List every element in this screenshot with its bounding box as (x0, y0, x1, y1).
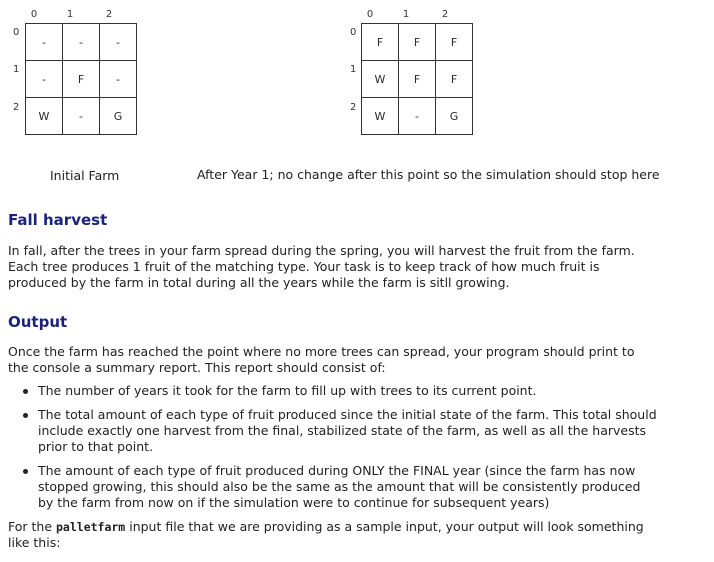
grid-cell: - (100, 61, 137, 98)
after-year-1-grid (361, 23, 473, 135)
grid-cell: F (436, 24, 473, 61)
list-item: The total amount of each type of fruit produced since the initial state of the farm. This total should include exactly one harvest from the final, stabilized state of the farm, as well as all the harvests prior to that point. (8, 407, 658, 455)
output-intro: Once the farm has reached the point where no more trees can spread, your program should print to the console a summary report. This report should consist of: (8, 344, 635, 375)
grid-cell: F (362, 24, 399, 61)
grid-cell: - (63, 98, 100, 135)
row-label: 2 (350, 102, 357, 113)
grid-cell: - (63, 24, 100, 61)
grid-cell: W (362, 98, 399, 135)
grid-cell: F (399, 61, 436, 98)
output-closing (8, 519, 658, 551)
initial-farm-caption: Initial Farm (50, 168, 120, 183)
closing-text-before: For the (8, 519, 56, 534)
closing-text-after: input file that we are providing as a sample input, your output will look something like this: (8, 519, 644, 550)
list-item: The amount of each type of fruit produced during ONLY the FINAL year (since the farm has now stopped growing, this should also be the same as the amount that will be consistently produced by the farm from now on if the simulation were to continue for subsequent years) (8, 463, 658, 511)
grid-cell: F (436, 61, 473, 98)
row-label: 0 (350, 27, 357, 38)
grid-cell: F (63, 61, 100, 98)
col-label: 0 (30, 9, 38, 20)
col-label: 1 (66, 9, 74, 20)
col-label: 1 (402, 9, 410, 20)
row-label: 2 (13, 102, 20, 113)
grid-cell: - (100, 24, 137, 61)
output-heading: Output (8, 313, 68, 331)
list-item: The number of years it took for the farm to fill up with trees to its current point. (8, 383, 658, 399)
grid-cell: W (362, 61, 399, 98)
grid-cell: F (399, 24, 436, 61)
grid-cell: - (399, 98, 436, 135)
fall-harvest-paragraph: In fall, after the trees in your farm spread during the spring, you will harvest the fruit from the farm. Each tree produces 1 fruit of the matching type. Your task is to keep track of how much fruit is produced by the farm in total during all the years while the farm is sitll growing. (8, 243, 635, 290)
grid-cell: - (26, 24, 63, 61)
grid-cell: G (436, 98, 473, 135)
col-label: 2 (105, 9, 113, 20)
row-label: 1 (13, 64, 20, 75)
col-label: 0 (366, 9, 374, 20)
palletfarm-code: palletfarm (56, 520, 126, 534)
initial-farm-grid (25, 23, 137, 135)
grid-cell: W (26, 98, 63, 135)
col-label: 2 (441, 9, 449, 20)
fall-harvest-heading: Fall harvest (8, 211, 108, 229)
row-label: 0 (13, 27, 20, 38)
grid-cell: G (100, 98, 137, 135)
row-label: 1 (350, 64, 357, 75)
output-bullet-list (8, 383, 658, 519)
grid-cell: - (26, 61, 63, 98)
after-year-1-caption: After Year 1; no change after this point so the simulation should stop here (197, 167, 660, 182)
